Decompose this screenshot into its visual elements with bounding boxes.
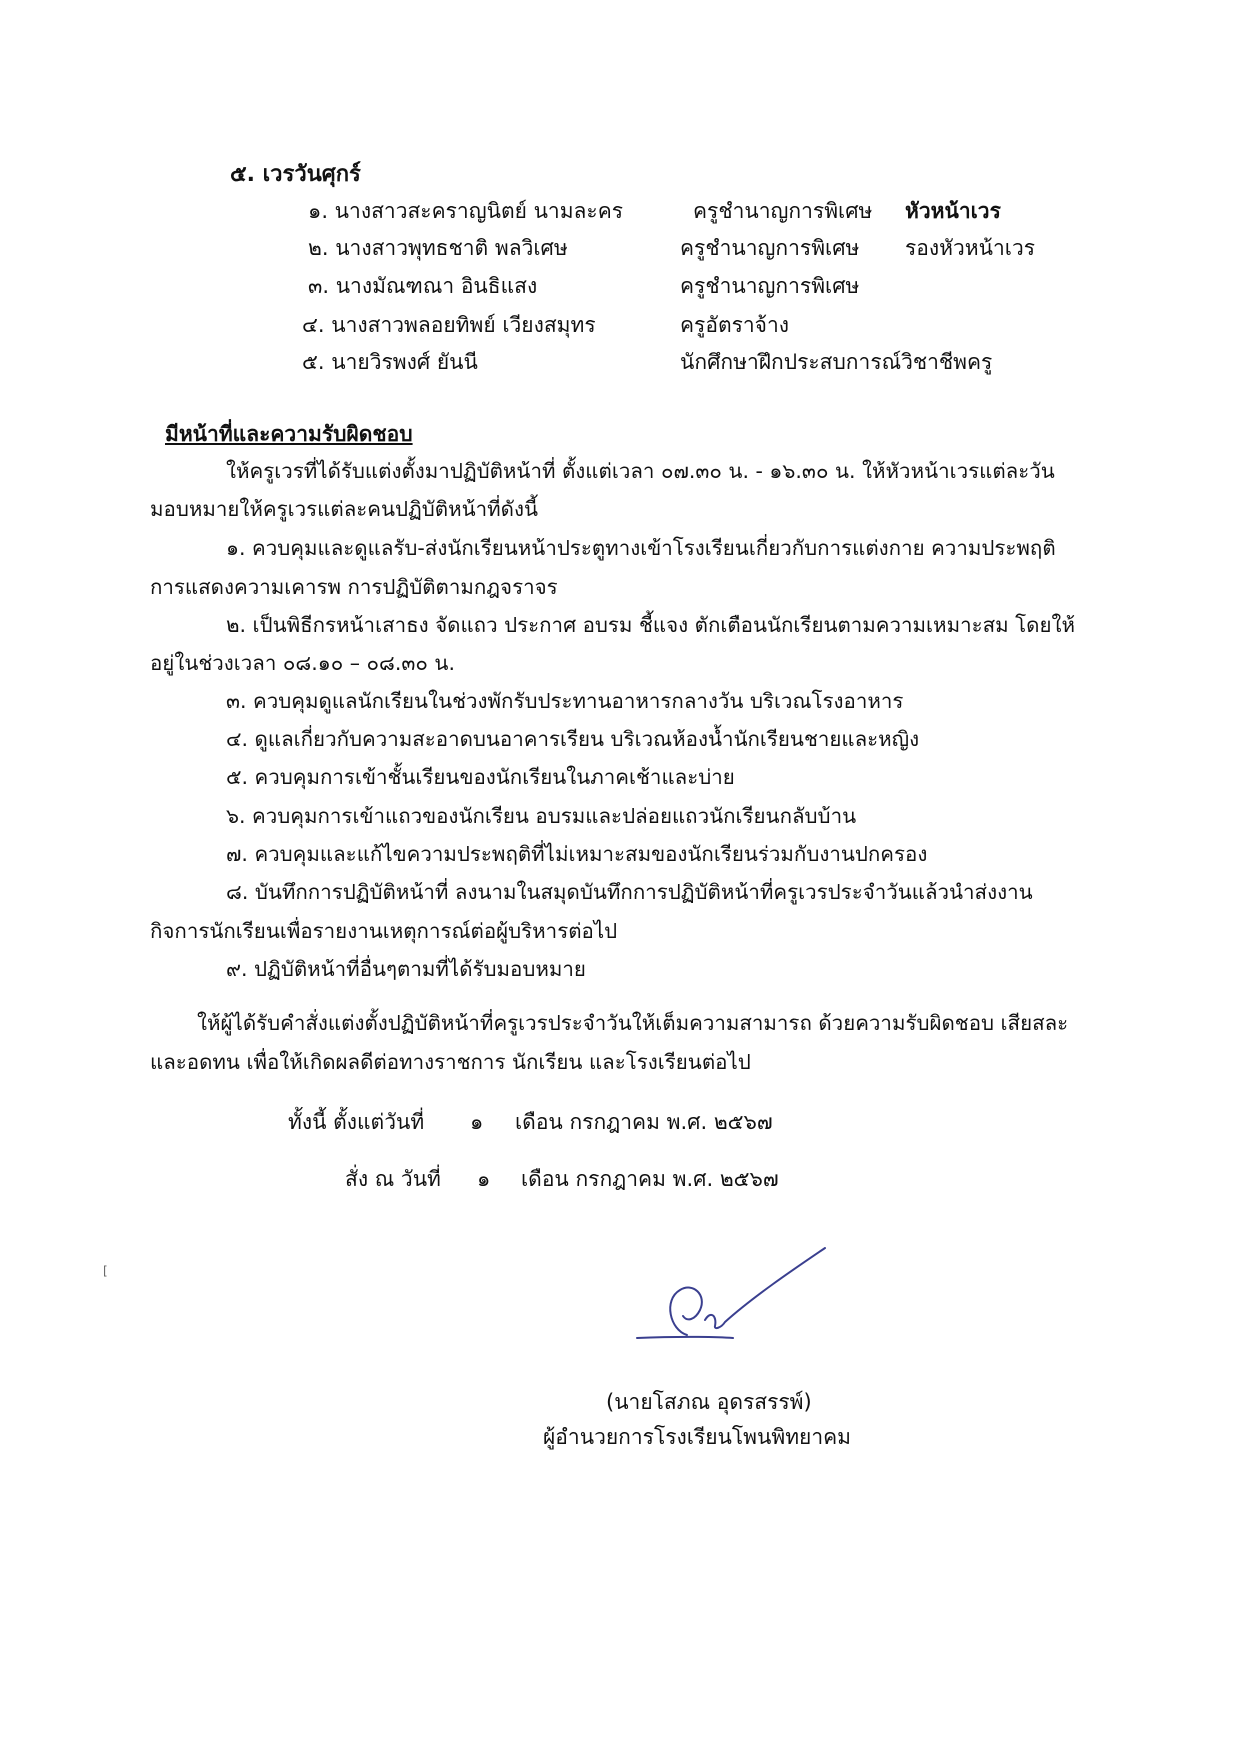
ordered-month-year: เดือน กรกฎาคม พ.ศ. ๒๕๖๗	[521, 1167, 779, 1191]
effective-day: ๑	[470, 1110, 484, 1134]
intro-line-1: ให้ครูเวรที่ได้รับแต่งตั้งมาปฏิบัติหน้าที่ ตั้งแต่เวลา ๐๗.๓๐ น. - ๑๖.๓๐ น. ให้หัวหน้าเวรแต่ละวัน	[226, 459, 1055, 483]
staff-name-3: ๓. นางมัณฑณา อินธิแสง	[308, 274, 538, 298]
duty-2-line-1: ๒. เป็นพิธีกรหน้าเสาธง จัดแถว ประกาศ อบรม ชี้แจง ตักเตือนนักเรียนตามความเหมาะสม โดยให้	[226, 613, 1076, 637]
intro-line-2: มอบหมายให้ครูเวรแต่ละคนปฏิบัติหน้าที่ดังนี้	[150, 497, 538, 521]
duty-9: ๙. ปฏิบัติหน้าที่อื่นๆตามที่ได้รับมอบหมาย	[226, 957, 586, 981]
signature-image	[625, 1240, 855, 1360]
signature-stroke-loop	[670, 1288, 702, 1335]
duty-4: ๔. ดูแลเกี่ยวกับความสะอาดบนอาคารเรียน บริเวณห้องน้ำนักเรียนชายและหญิง	[226, 727, 920, 751]
signature-stroke-tail	[705, 1248, 825, 1328]
effective-month-year: เดือน กรกฎาคม พ.ศ. ๒๕๖๗	[515, 1110, 773, 1134]
ordered-lead: สั่ง ณ วันที่	[345, 1167, 441, 1191]
staff-position-4: ครูอัตราจ้าง	[680, 313, 789, 337]
staff-name-2: ๒. นางสาวพุทธชาติ พลวิเศษ	[308, 236, 568, 260]
duties-heading: มีหน้าที่และความรับผิดชอบ	[165, 422, 413, 446]
staff-name-4: ๔. นางสาวพลอยทิพย์ เวียงสมุทร	[302, 313, 596, 337]
staff-position-2: ครูชำนาญการพิเศษ	[680, 236, 860, 260]
closing-line-1: ให้ผู้ได้รับคำสั่งแต่งตั้งปฏิบัติหน้าที่ครูเวรประจำวันให้เต็มความสามารถ ด้วยความรับผิดชอบ เสียสละ	[197, 1011, 1069, 1035]
duty-1-line-1: ๑. ควบคุมและดูแลรับ-ส่งนักเรียนหน้าประตูทางเข้าโรงเรียนเกี่ยวกับการแต่งกาย ความประพฤติ	[226, 536, 1056, 560]
effective-lead: ทั้งนี้ ตั้งแต่วันที่	[288, 1110, 425, 1134]
signatory-name: (นายโสภณ อุดรสรรพ์)	[606, 1390, 812, 1414]
duty-6: ๖. ควบคุมการเข้าแถวของนักเรียน อบรมและปล่อยแถวนักเรียนกลับบ้าน	[226, 804, 857, 828]
duty-3: ๓. ควบคุมดูแลนักเรียนในช่วงพักรับประทานอาหารกลางวัน บริเวณโรงอาหาร	[226, 689, 904, 713]
staff-name-5: ๕. นายวิรพงศ์ ยันนี	[302, 350, 478, 374]
closing-line-2: และอดทน เพื่อให้เกิดผลดีต่อทางราชการ นักเรียน และโรงเรียนต่อไป	[150, 1050, 751, 1074]
staff-role-2: รองหัวหน้าเวร	[905, 236, 1036, 260]
duty-1-line-2: การแสดงความเคารพ การปฏิบัติตามกฎจราจร	[150, 575, 558, 599]
signatory-title: ผู้อำนวยการโรงเรียนโพนพิทยาคม	[543, 1425, 852, 1449]
stray-mark: [	[103, 1264, 108, 1278]
duty-7: ๗. ควบคุมและแก้ไขความประพฤติที่ไม่เหมาะสมของนักเรียนร่วมกับงานปกครอง	[226, 842, 928, 866]
duty-5: ๕. ควบคุมการเข้าชั้นเรียนของนักเรียนในภาคเช้าและบ่าย	[226, 765, 735, 789]
staff-name-1: ๑. นางสาวสะคราญนิตย์ นามละคร	[308, 199, 624, 223]
duty-8-line-1: ๘. บันทึกการปฏิบัติหน้าที่ ลงนามในสมุดบันทึกการปฏิบัติหน้าที่ครูเวรประจำวันแล้วนำส่งงาน	[226, 880, 1033, 904]
staff-role-1: หัวหน้าเวร	[905, 199, 1001, 223]
signature-stroke-main	[637, 1337, 733, 1338]
duty-2-line-2: อยู่ในช่วงเวลา ๐๘.๑๐ – ๐๘.๓๐ น.	[150, 651, 455, 675]
staff-position-5: นักศึกษาฝึกประสบการณ์วิชาชีพครู	[680, 350, 993, 374]
section-title: ๕. เวรวันศุกร์	[230, 162, 361, 187]
staff-position-1: ครูชำนาญการพิเศษ	[693, 199, 873, 223]
staff-position-3: ครูชำนาญการพิเศษ	[680, 274, 860, 298]
ordered-day: ๑	[477, 1167, 491, 1191]
duty-8-line-2: กิจการนักเรียนเพื่อรายงานเหตุการณ์ต่อผู้บริหารต่อไป	[150, 919, 618, 943]
